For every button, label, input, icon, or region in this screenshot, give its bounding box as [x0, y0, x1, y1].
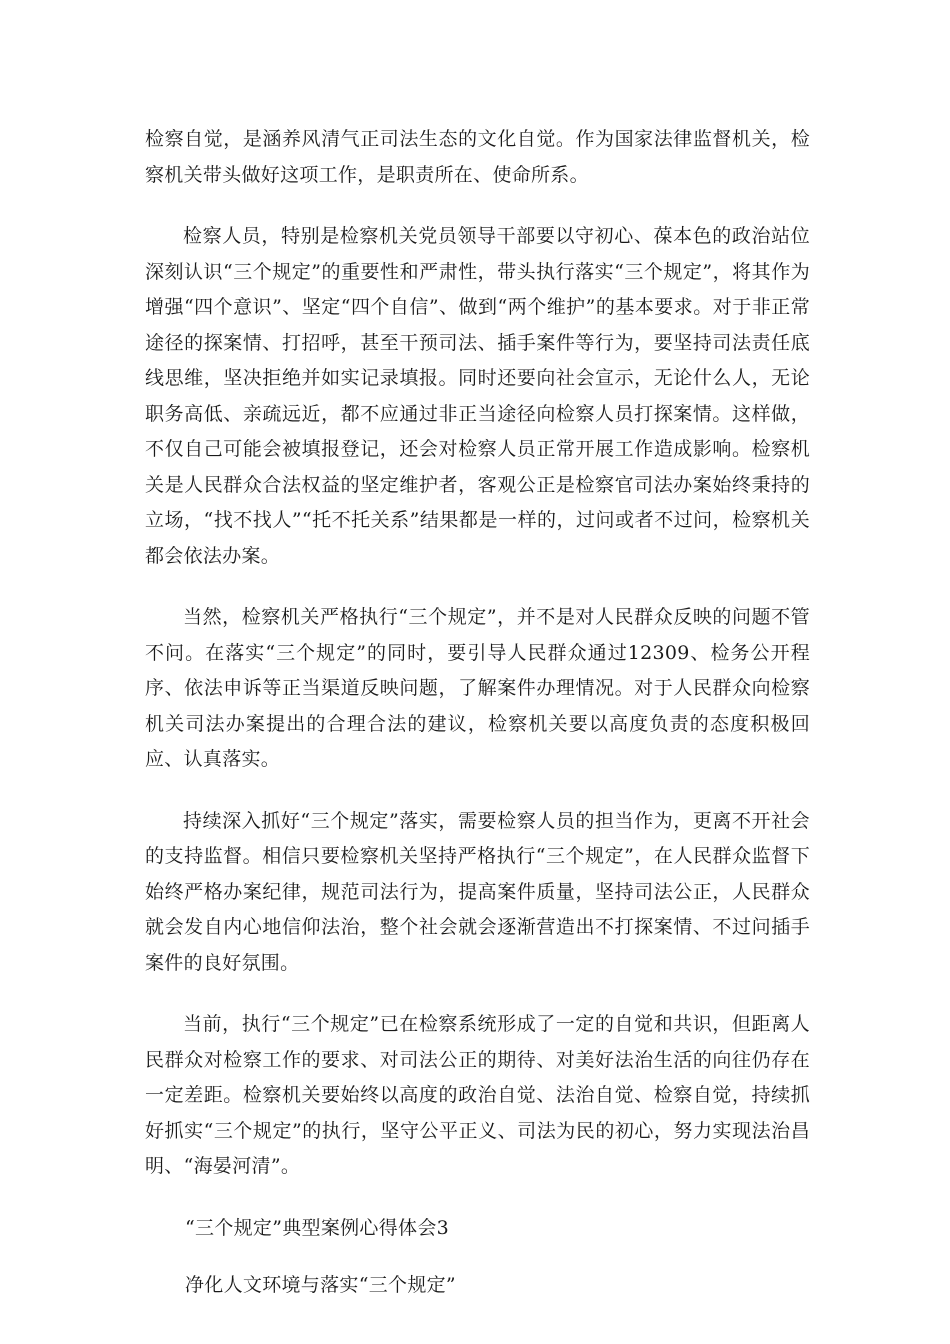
- section-subtitle: 净化人文环境与落实“三个规定”: [185, 1274, 456, 1296]
- section-title: “三个规定”典型案例心得体会3: [185, 1216, 450, 1239]
- paragraph-5: 当前，执行“三个规定”已在检察系统形成了一定的自觉和共识，但距离人民群众对检察工作的要求、对司法公正的期待、对美好法治生活的向往仍存在一定差距。检察机关要始终以高度的政治自觉、法治自觉、检察自觉，持续抓好抓实“三个规定”的执行，坚守公平正义、司法为民的初心，努力实现法治昌明、“海晏河清”。: [145, 1013, 810, 1177]
- paragraph-1: 检察自觉，是涵养风清气正司法生态的文化自觉。作为国家法律监督机关，检察机关带头做好这项工作，是职责所在、使命所系。: [145, 128, 810, 186]
- paragraph-3: 当然，检察机关严格执行“三个规定”，并不是对人民群众反映的问题不管不问。在落实“三个规定”的同时，要引导人民群众通过12309、检务公开程序、依法申诉等正当渠道反映问题，了解案件办理情况。对于人民群众向检察机关司法办案提出的合理合法的建议，检察机关要以高度负责的态度积极回应、认真落实。: [145, 606, 810, 770]
- paragraph-2: 检察人员，特别是检察机关党员领导干部要以守初心、葆本色的政治站位深刻认识“三个规定”的重要性和严肃性，带头执行落实“三个规定”，将其作为增强“四个意识”、坚定“四个自信”、做到“两个维护”的基本要求。对于非正常途径的探案情、打招呼，甚至干预司法、插手案件等行为，要坚持司法责任底线思维，坚决拒绝并如实记录填报。同时还要向社会宣示，无论什么人，无论职务高低、亲疏远近，都不应通过非正当途径向检察人员打探案情。这样做，不仅自己可能会被填报登记，还会对检察人员正常开展工作造成影响。检察机关是人民群众合法权益的坚定维护者，客观公正是检察官司法办案始终秉持的立场，“找不找人”“托不托关系”结果都是一样的，过问或者不过问，检察机关都会依法办案。: [145, 225, 810, 567]
- document-body: [145, 122, 810, 1326]
- paragraph-4: 持续深入抓好“三个规定”落实，需要检察人员的担当作为，更离不开社会的支持监督。相信只要检察机关坚持严格执行“三个规定”，在人民群众监督下始终严格办案纪律，规范司法行为，提高案件质量，坚持司法公正，人民群众就会发自内心地信仰法治，整个社会就会逐渐营造出不打探案情、不过问插手案件的良好氛围。: [145, 809, 810, 974]
